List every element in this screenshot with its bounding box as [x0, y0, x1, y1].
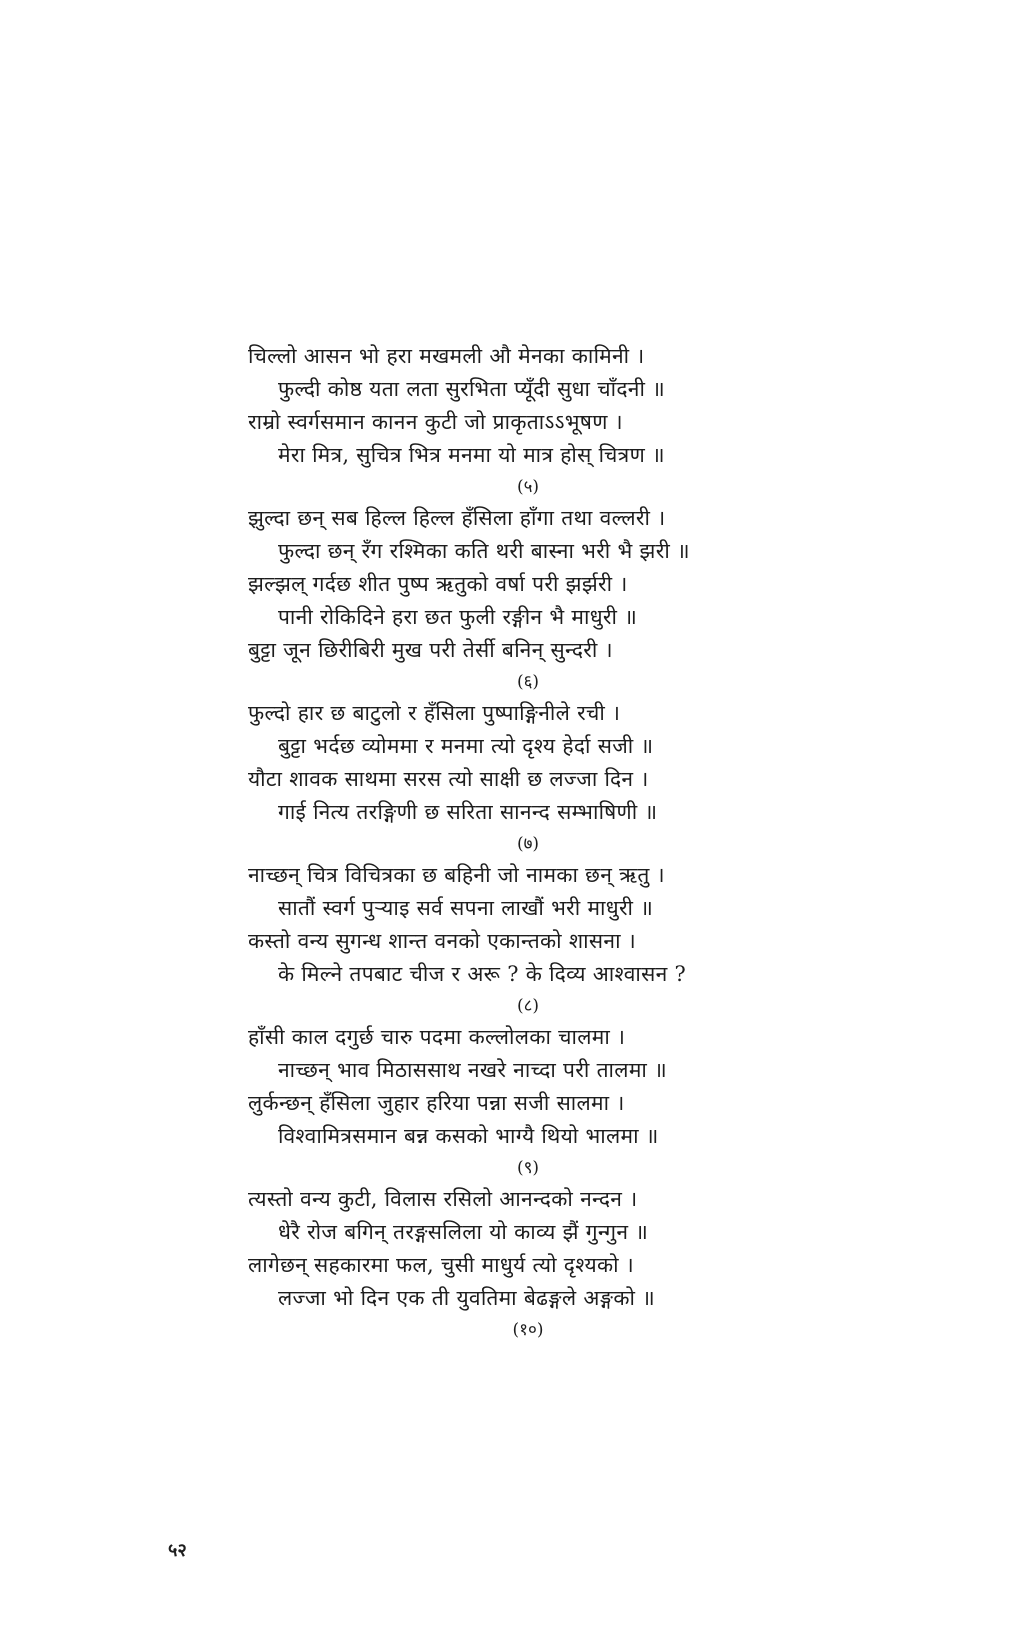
verse-line: बुट्टा जून छिरीबिरी मुख परी तेर्सी बनिन् सुन्दरी । [248, 638, 613, 662]
verse-line: फुल्दी कोष्ठ यता लता सुरभिता प्यूँदी सुधा चाँदनी ॥ [278, 377, 666, 401]
stanza-8 [248, 859, 828, 1021]
verse-line: गाई नित्य तरङ्गिणी छ सरिता सानन्द सम्भाषिणी ॥ [278, 800, 658, 824]
verse-line: विश्वामित्रसमान बन्न कसको भाग्यै थियो भालमा ॥ [278, 1124, 659, 1148]
verse-line: चिल्लो आसन भो हरा मखमली औ मेनका कामिनी । [248, 344, 645, 368]
verse-line: फुल्दो हार छ बाटुलो र हँसिला पुष्पाङ्गिनीले रची । [248, 701, 621, 725]
stanza-5 [248, 340, 828, 502]
verse-line: हाँसी काल दगुर्छ चारु पदमा कल्लोलका चालमा । [248, 1025, 626, 1049]
verse-line: कस्तो वन्य सुगन्ध शान्त वनको एकान्तको शासना । [248, 929, 637, 953]
stanza-number: (७) [516, 834, 540, 854]
stanza-number: (५) [516, 477, 540, 497]
verse-line: के मिल्ने तपबाट चीज र अरू ? के दिव्य आश्वासन ? [278, 962, 687, 986]
page-number: ५२ [168, 1540, 187, 1561]
verse-line: राम्रो स्वर्गसमान कानन कुटी जो प्राकृताऽऽभूषण । [248, 410, 623, 434]
verse-line: सातौं स्वर्ग पुऱ्याइ सर्व सपना लाखौं भरी माधुरी ॥ [278, 896, 654, 920]
verse-line: फुल्दा छन् रँग रश्मिका कति थरी बास्ना भरी भै झरी ॥ [278, 539, 690, 563]
verse-line: झुल्दा छन् सब हिल्ल हिल्ल हँसिला हाँगा तथा वल्लरी । [248, 506, 666, 530]
poem [248, 340, 828, 1345]
stanza-7 [248, 697, 828, 859]
verse-line: मेरा मित्र, सुचित्र भित्र मनमा यो मात्र होस् चित्रण ॥ [278, 443, 665, 467]
verse-line: यौटा शावक साथमा सरस त्यो साक्षी छ लज्जा दिन । [248, 767, 649, 791]
stanza-6 [248, 502, 828, 697]
stanza-9 [248, 1021, 828, 1183]
stanza-number: (८) [516, 996, 540, 1016]
verse-line: धेरै रोज बगिन् तरङ्गसलिला यो काव्य झैं गुन्गुन ॥ [278, 1220, 649, 1244]
stanza-number: (९) [516, 1158, 540, 1178]
stanza-number: (१०) [512, 1320, 544, 1340]
verse-line: त्यस्तो वन्य कुटी, विलास रसिलो आनन्दको नन्दन । [248, 1187, 638, 1211]
verse-line: नाच्छन् चित्र विचित्रका छ बहिनी जो नामका छन् ऋतु । [248, 863, 665, 887]
verse-line: नाच्छन् भाव मिठाससाथ नखरे नाच्दा परी तालमा ॥ [278, 1058, 667, 1082]
verse-line: लुर्कन्छन् हँसिला जुहार हरिया पन्ना सजी सालमा । [248, 1091, 625, 1115]
verse-line: लज्जा भो दिन एक ती युवतिमा बेढङ्गले अङ्गको ॥ [278, 1286, 656, 1310]
verse-line: लागेछन् सहकारमा फल, चुसी माधुर्य त्यो दृश्यको । [248, 1253, 635, 1277]
verse-line: बुट्टा भर्दछ व्योममा र मनमा त्यो दृश्य हेर्दा सजी ॥ [278, 734, 654, 758]
stanza-10 [248, 1183, 828, 1345]
stanza-number: (६) [516, 672, 540, 692]
verse-line: झल्झल् गर्दछ शीत पुष्प ऋतुको वर्षा परी झर्झरी । [248, 572, 628, 596]
verse-line: पानी रोकिदिने हरा छत फुली रङ्गीन भै माधुरी ॥ [278, 605, 638, 629]
